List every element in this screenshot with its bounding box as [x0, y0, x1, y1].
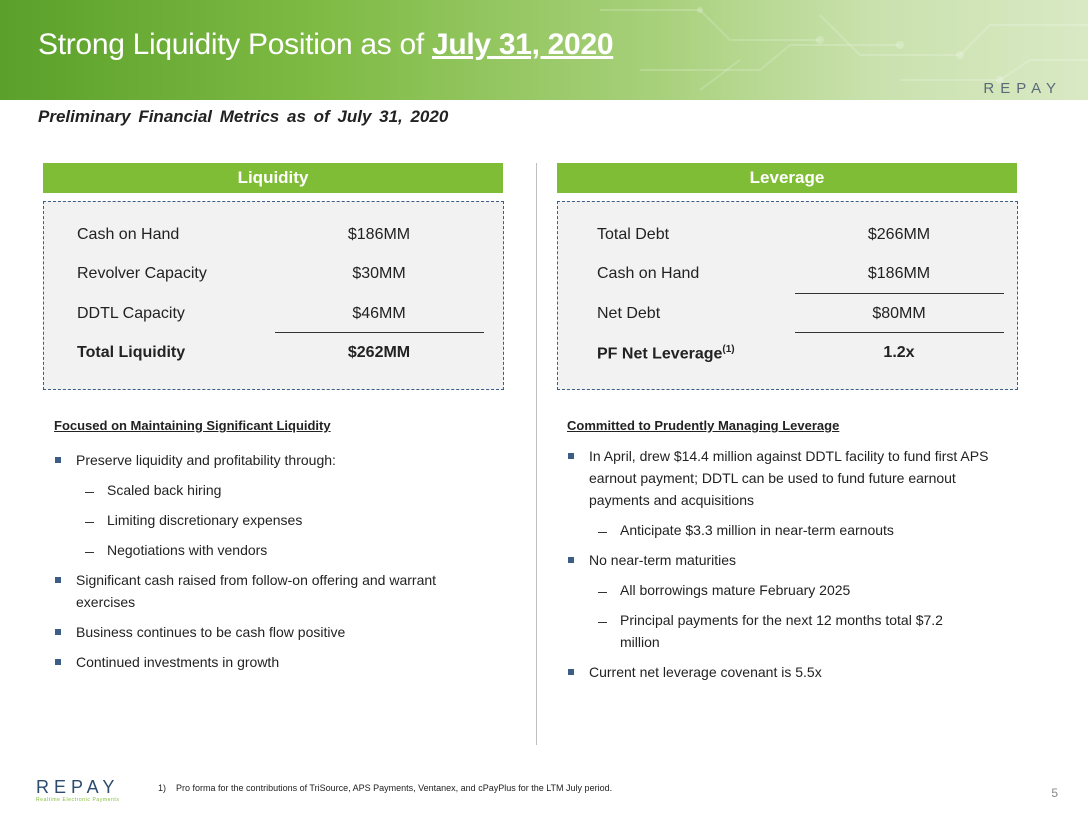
liquidity-total-value: $262MM: [347, 344, 411, 361]
leverage-row-label: Cash on Hand: [597, 265, 700, 282]
leverage-bullet-list: [567, 445, 1012, 691]
footnote-ref: (1): [722, 344, 735, 355]
liquidity-bullets-heading: Focused on Maintaining Significant Liquidity: [54, 418, 331, 433]
footnote-marker: 1): [158, 783, 167, 793]
page-number: 5: [1051, 786, 1058, 800]
leverage-row-value: $186MM: [867, 265, 931, 282]
leverage-row-value: $80MM: [872, 305, 926, 322]
bullet-item: Significant cash raised from follow-on offering and warrant exercises: [54, 569, 474, 613]
repay-logo-footer: [36, 777, 120, 803]
title-date: July 31, 2020: [431, 28, 614, 61]
page-title: [38, 28, 613, 62]
repay-logo-header: REPAY: [983, 80, 1062, 97]
total-rule: [795, 332, 1004, 333]
leverage-bullets-heading: Committed to Prudently Managing Leverage: [567, 418, 840, 433]
bullet-item: In April, drew $14.4 million against DDTL facility to fund first APS earnout payment; DDTL can be used to fund future earnout payments and acquisitions: [567, 445, 1012, 511]
leverage-row-label: Total Debt: [597, 226, 670, 243]
liquidity-row-value: $30MM: [352, 265, 406, 282]
liquidity-row-label: DDTL Capacity: [77, 305, 185, 322]
bullet-item: No near-term maturities: [567, 549, 1012, 571]
liquidity-row-value: $186MM: [347, 226, 411, 243]
leverage-row-value: $266MM: [867, 226, 931, 243]
bullet-item: Business continues to be cash flow positive: [54, 621, 474, 643]
subtotal-rule: [795, 293, 1004, 294]
leverage-row-label: Net Debt: [597, 305, 661, 322]
bullet-item: Preserve liquidity and profitability through:: [54, 449, 474, 471]
footnote: [158, 783, 612, 793]
bullet-item: Current net leverage covenant is 5.5x: [567, 661, 1012, 683]
liquidity-heading: Liquidity: [43, 163, 503, 193]
column-divider: [536, 163, 537, 745]
logo-tagline: Realtime Electronic Payments: [36, 797, 120, 803]
title-prefix: Strong Liquidity Position as of: [38, 28, 432, 61]
total-rule: [275, 332, 484, 333]
sub-bullet-item: Principal payments for the next 12 months total $7.2 million: [567, 609, 1012, 653]
sub-bullet-item: Negotiations with vendors: [54, 539, 474, 561]
sub-bullet-item: Scaled back hiring: [54, 479, 474, 501]
header-banner: [0, 0, 1088, 100]
sub-bullet-item: Limiting discretionary expenses: [54, 509, 474, 531]
liquidity-row-value: $46MM: [352, 305, 406, 322]
logo-wordmark: REPAY: [36, 777, 120, 797]
sub-bullet-item: All borrowings mature February 2025: [567, 579, 1012, 601]
leverage-total-label: [597, 344, 735, 363]
liquidity-row-label: Cash on Hand: [77, 226, 180, 243]
footnote-text: Pro forma for the contributions of TriSource, APS Payments, Ventanex, and cPayPlus for the LTM July period.: [176, 783, 613, 793]
liquidity-total-label: Total Liquidity: [77, 344, 186, 361]
leverage-total-value: 1.2x: [883, 344, 915, 361]
sub-bullet-item: Anticipate $3.3 million in near-term earnouts: [567, 519, 1012, 541]
pf-net-leverage-label: PF Net Leverage: [597, 345, 723, 363]
liquidity-bullet-list: [54, 449, 474, 681]
subtitle: Preliminary Financial Metrics as of July 31, 2020: [38, 107, 449, 126]
leverage-heading: Leverage: [557, 163, 1017, 193]
bullet-item: Continued investments in growth: [54, 651, 474, 673]
liquidity-row-label: Revolver Capacity: [77, 265, 207, 282]
